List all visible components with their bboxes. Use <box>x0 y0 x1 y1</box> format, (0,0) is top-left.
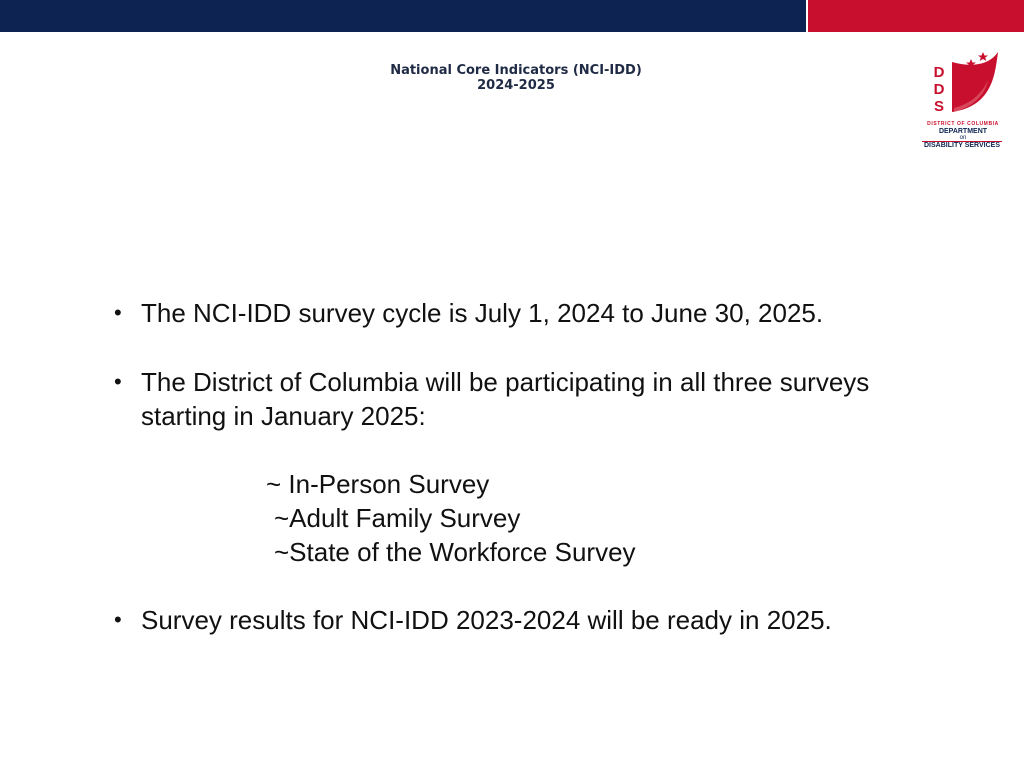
bullet-icon: • <box>114 607 122 632</box>
slide-title-line2: 2024-2025 <box>477 78 555 93</box>
bullet-text: Survey results for NCI-IDD 2023-2024 will be ready in 2025. <box>141 605 832 635</box>
sub-item-in-person-survey: ~ In-Person Survey <box>266 469 490 499</box>
sub-item-adult-family-survey: ~Adult Family Survey <box>274 503 521 533</box>
bullet-text: The NCI-IDD survey cycle is July 1, 2024 to June 30, 2025. <box>141 298 824 328</box>
logo-services-text: DISABILITY SERVICES <box>924 142 1000 149</box>
logo-letter-d2: D <box>933 81 945 98</box>
bullet-icon: • <box>114 300 122 325</box>
sub-item-workforce-survey: ~State of the Workforce Survey <box>274 537 636 567</box>
logo-department-text: DEPARTMENT <box>938 128 988 135</box>
slide-title-line1: National Core Indicators (NCI-IDD) <box>390 63 642 78</box>
dds-logo <box>914 46 1010 150</box>
logo-letter-s: S <box>933 98 944 115</box>
logo-district-text: DISTRICT OF COLUMBIA <box>927 121 999 127</box>
header-bar-red <box>808 0 1024 32</box>
header-bar-navy <box>0 0 806 32</box>
bullet-text: The District of Columbia will be participating in all three surveys starting in January 2025: <box>141 367 870 431</box>
logo-on-text: on <box>959 135 967 141</box>
slide-title <box>0 63 1024 93</box>
bullet-icon: • <box>114 369 122 394</box>
logo-letter-d1: D <box>933 64 945 81</box>
